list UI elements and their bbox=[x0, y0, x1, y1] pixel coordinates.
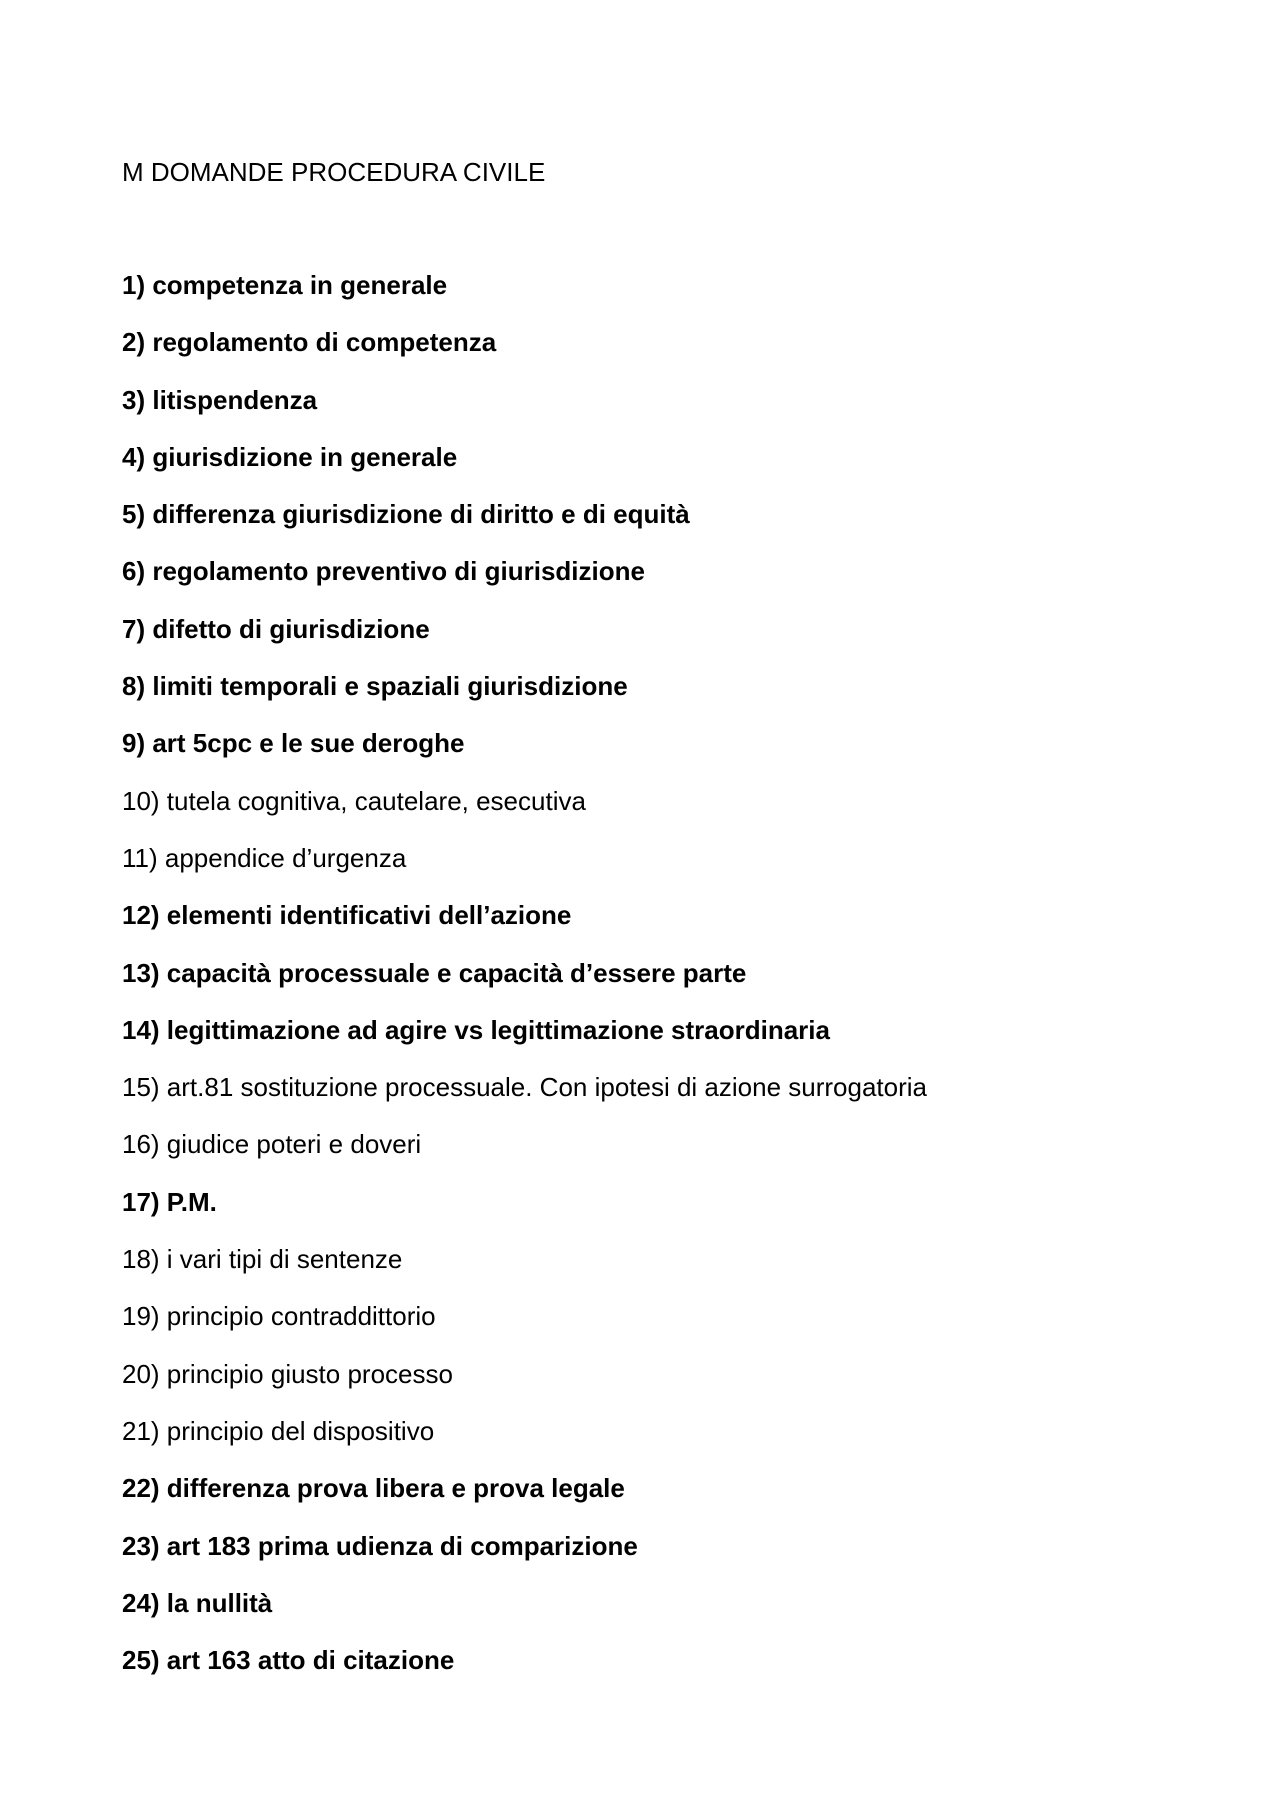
list-item: 4) giurisdizione in generale bbox=[122, 441, 458, 472]
list-item: 7) difetto di giurisdizione bbox=[122, 613, 430, 644]
list-item: 18) i vari tipi di sentenze bbox=[122, 1244, 403, 1275]
list-item: 25) art 163 atto di citazione bbox=[122, 1645, 455, 1676]
list-item: 8) limiti temporali e spaziali giurisdizione bbox=[122, 671, 628, 702]
list-item: 3) litispendenza bbox=[122, 384, 318, 415]
list-item: 14) legittimazione ad agire vs legittimazione straordinaria bbox=[122, 1014, 830, 1045]
list-item: 11) appendice d’urgenza bbox=[122, 842, 407, 873]
list-item: 16) giudice poteri e doveri bbox=[122, 1129, 422, 1160]
question-list bbox=[122, 268, 927, 1700]
list-item: 21) principio del dispositivo bbox=[122, 1415, 435, 1446]
list-item: 17) P.M. bbox=[122, 1186, 217, 1217]
list-item: 9) art 5cpc e le sue deroghe bbox=[122, 728, 465, 759]
list-item: 22) differenza prova libera e prova legale bbox=[122, 1473, 625, 1504]
list-item: 2) regolamento di competenza bbox=[122, 327, 497, 358]
list-item: 10) tutela cognitiva, cautelare, esecutiva bbox=[122, 785, 586, 816]
list-item: 24) la nullità bbox=[122, 1587, 273, 1618]
list-item: 15) art.81 sostituzione processuale. Con ipotesi di azione surrogatoria bbox=[122, 1072, 928, 1103]
list-item: 1) competenza in generale bbox=[122, 270, 448, 300]
list-item: 19) principio contraddittorio bbox=[122, 1301, 436, 1332]
list-item: 20) principio giusto processo bbox=[122, 1358, 453, 1389]
list-item: 5) differenza giurisdizione di diritto e di equità bbox=[122, 499, 690, 530]
list-item: 13) capacità processuale e capacità d’essere parte bbox=[122, 957, 747, 988]
list-item: 12) elementi identificativi dell’azione bbox=[122, 900, 572, 931]
list-item: 23) art 183 prima udienza di comparizione bbox=[122, 1530, 638, 1561]
list-item: 6) regolamento preventivo di giurisdizione bbox=[122, 556, 645, 587]
page-title: M DOMANDE PROCEDURA CIVILE bbox=[122, 157, 546, 187]
